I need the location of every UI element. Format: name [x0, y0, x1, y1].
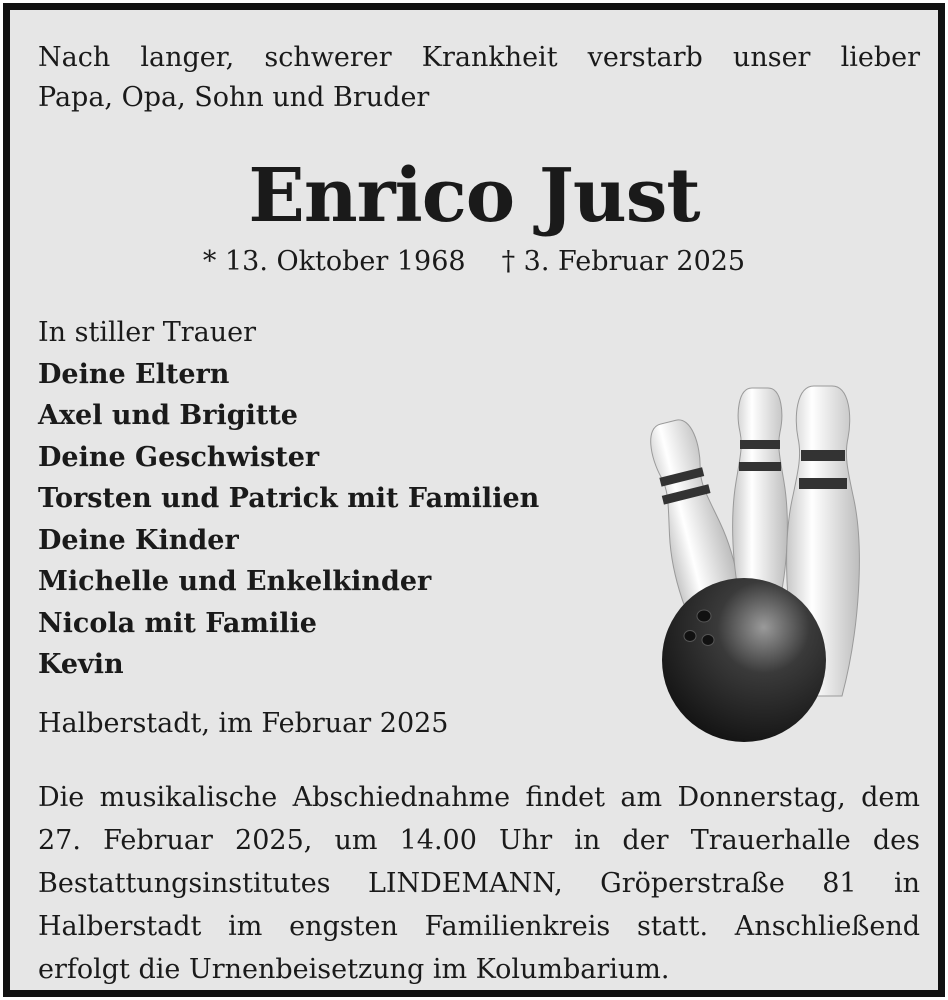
obituary-notice: [3, 3, 945, 997]
life-dates: [10, 242, 938, 282]
notice-line: 27. Februar 2025, um 14.00 Uhr in der Trauerhalle des: [38, 825, 920, 856]
mourners-list: [38, 312, 638, 686]
death-date: † 3. Februar 2025: [501, 246, 746, 277]
intro-line: Papa, Opa, Sohn und Bruder: [38, 82, 430, 113]
bowling-pins-and-ball-icon: [642, 378, 882, 748]
deceased-name: Enrico Just: [248, 153, 700, 239]
mourners-intro: In stiller Trauer: [38, 317, 257, 348]
birth-date: * 13. Oktober 1968: [202, 246, 466, 277]
mourner-line: Deine Kinder: [38, 524, 239, 556]
notice-line: Die musikalische Abschiednahme findet am Donnerstag, dem: [38, 782, 920, 813]
mourner-line: Deine Geschwister: [38, 441, 320, 473]
intro-line: Nach langer, schwerer Krankheit verstarb unser lieber: [38, 42, 920, 73]
mourner-line: Deine Eltern: [38, 358, 230, 390]
place-and-date: Halberstadt, im Februar 2025: [38, 708, 449, 739]
mourner-line: Nicola mit Familie: [38, 607, 317, 639]
funeral-notice: [38, 776, 920, 991]
notice-line: Halberstadt im engsten Familienkreis statt. Anschließend: [38, 911, 920, 942]
mourner-line: Torsten und Patrick mit Familien: [38, 483, 540, 514]
notice-line: Bestattungsinstitutes LINDEMANN, Gröperstraße 81 in: [38, 868, 920, 899]
notice-line: erfolgt die Urnenbeisetzung im Kolumbarium.: [38, 954, 670, 985]
mourner-line: Kevin: [38, 649, 124, 680]
mourner-line: Michelle und Enkelkinder: [38, 566, 432, 597]
mourner-line: Axel und Brigitte: [38, 400, 298, 431]
intro-text: [38, 38, 920, 118]
